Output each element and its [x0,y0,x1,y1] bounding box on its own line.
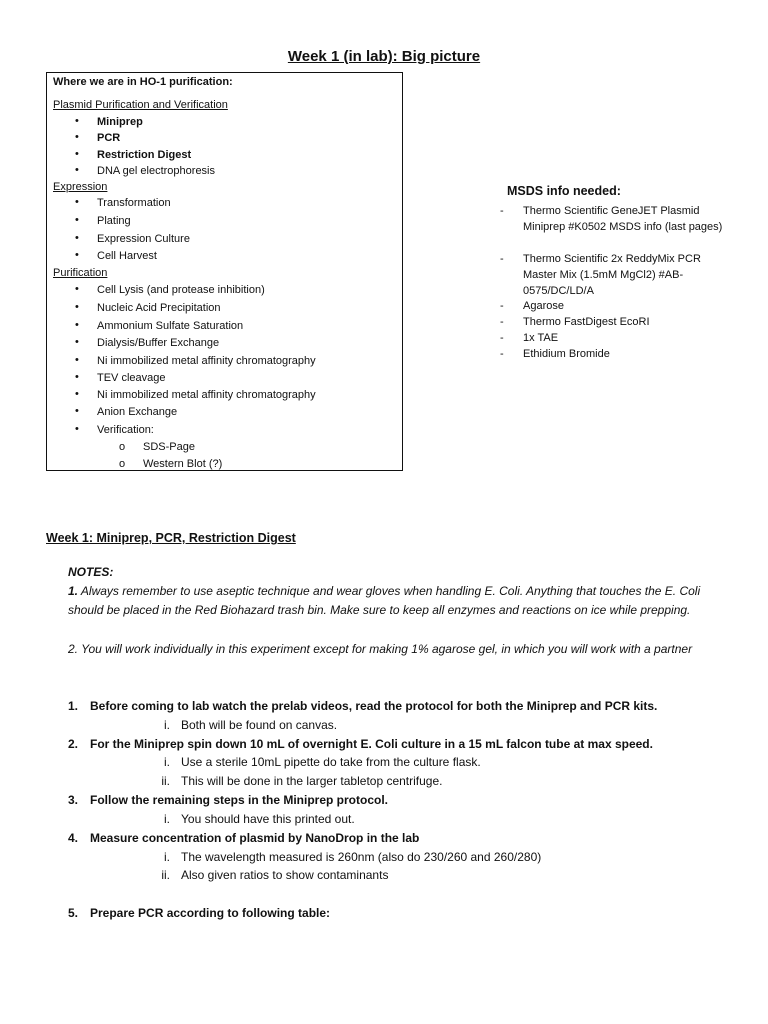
substep-number: ii. [161,774,170,788]
msds-item: Thermo FastDigest EcoRI [523,316,650,328]
substep-number: i. [164,850,170,864]
step-text: Before coming to lab watch the prelab videos, read the protocol for both the Miniprep and PCR kits. [90,699,658,713]
msds-item: Agarose [523,300,564,312]
bullet-icon: • [75,423,79,435]
bullet-icon: • [75,115,79,127]
msds-item: 1x TAE [523,332,559,344]
bullet-icon: • [75,283,79,295]
step-text: Prepare PCR according to following table: [90,906,331,920]
list-item: TEV cleavage [97,372,166,384]
sub-bullet-icon: o [119,441,126,453]
step-number: 1. [68,699,79,713]
dash-icon: - [500,332,504,344]
box-heading: Where we are in HO-1 purification: [53,76,233,88]
dash-icon: - [500,205,504,217]
section-title-purification: Purification [53,267,108,279]
note-1 [68,582,708,620]
step-text: Follow the remaining steps in the Miniprep protocol. [90,793,389,807]
substep-number: ii. [161,868,170,882]
list-item: Ni immobilized metal affinity chromatography [97,389,316,401]
bullet-icon: • [75,249,79,261]
section-title-week1: Week 1: Miniprep, PCR, Restriction Digest [46,531,296,545]
list-item: Cell Lysis (and protease inhibition) [97,284,265,296]
dash-icon: - [500,348,504,360]
page-title: Week 1 (in lab): Big picture [287,48,481,65]
list-item: PCR [97,132,121,144]
section-title-plasmid: Plasmid Purification and Verification [53,99,228,111]
list-item: DNA gel electrophoresis [97,165,216,177]
substep-text: This will be done in the larger tabletop centrifuge. [181,774,443,788]
bullet-icon: • [75,405,79,417]
substep-text: Also given ratios to show contaminants [181,868,389,882]
note-1-number: 1. [68,584,79,598]
bullet-icon: • [75,196,79,208]
list-item: Nucleic Acid Precipitation [97,302,221,314]
list-item: Ni immobilized metal affinity chromatography [97,355,316,367]
msds-title: MSDS info needed: [507,184,621,198]
bullet-icon: • [75,301,79,313]
bullet-icon: • [75,319,79,331]
bullet-icon: • [75,354,79,366]
list-item: Restriction Digest [97,149,192,161]
dash-icon: - [500,300,504,312]
list-item: Miniprep [97,116,143,128]
step-number: 4. [68,831,79,845]
step-number: 2. [68,737,79,751]
list-item: Expression Culture [97,233,190,245]
substep-number: i. [164,718,170,732]
msds-item: Thermo Scientific GeneJET Plasmid Miniprep #K0502 MSDS info (last pages) [523,205,723,233]
bullet-icon: • [75,131,79,143]
substep-text: Both will be found on canvas. [181,718,338,732]
list-item: Plating [97,215,131,227]
bullet-icon: • [75,371,79,383]
purification-overview-box [46,72,403,471]
list-item: Cell Harvest [97,250,157,262]
list-item: Verification: [97,424,154,436]
msds-item: Ethidium Bromide [523,348,610,360]
substep-text: Use a sterile 10mL pipette do take from the culture flask. [181,755,481,769]
note-1-text: Always remember to use aseptic technique and wear gloves when handling E. Coli. Anything that touches the E. Coli should be placed in the Red Biohazard trash bin. Make sure to keep all enzymes and reactions on ice while prepping. [68,584,701,617]
sub-list-item: SDS-Page [143,441,195,453]
bullet-icon: • [75,336,79,348]
substep-number: i. [164,755,170,769]
substep-text: You should have this printed out. [181,812,355,826]
step-number: 3. [68,793,79,807]
bullet-icon: • [75,214,79,226]
substep-number: i. [164,812,170,826]
sub-list-item: Western Blot (?) [143,458,223,470]
bullet-icon: • [75,148,79,160]
dash-icon: - [500,253,504,265]
substep-text: The wavelength measured is 260nm (also do 230/260 and 260/280) [181,850,542,864]
step-text: Measure concentration of plasmid by NanoDrop in the lab [90,831,420,845]
msds-item: Thermo Scientific 2x ReddyMix PCR Master Mix (1.5mM MgCl2) #AB-0575/DC/LD/A [523,253,701,297]
bullet-icon: • [75,388,79,400]
step-text: For the Miniprep spin down 10 mL of overnight E. Coli culture in a 15 mL falcon tube at max speed. [90,737,653,751]
list-item: Dialysis/Buffer Exchange [97,337,220,349]
note-2: 2. You will work individually in this experiment except for making 1% agarose gel, in which you will work with a partner [68,642,693,656]
section-title-expression: Expression [53,181,108,193]
sub-bullet-icon: o [119,458,126,470]
bullet-icon: • [75,232,79,244]
dash-icon: - [500,316,504,328]
step-number: 5. [68,906,79,920]
bullet-icon: • [75,164,79,176]
notes-label: NOTES: [68,565,114,579]
list-item: Transformation [97,197,171,209]
list-item: Ammonium Sulfate Saturation [97,320,244,332]
list-item: Anion Exchange [97,406,178,418]
